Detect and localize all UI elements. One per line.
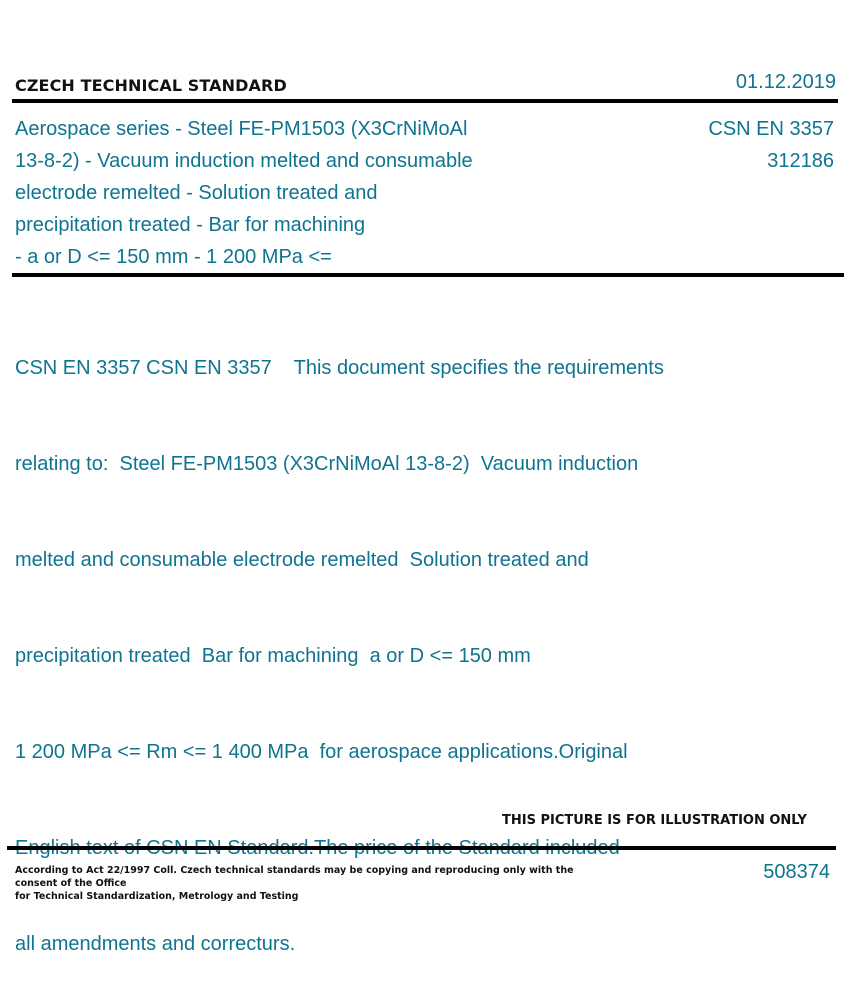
description-line: precipitation treated Bar for machining a or D <= 150 mm <box>15 645 531 667</box>
description-line: all amendments and correcturs. <box>15 933 296 955</box>
footer-divider <box>7 846 836 850</box>
standard-title <box>15 113 535 273</box>
description-line: 1 200 MPa <= Rm <= 1 400 MPa for aerospace applications.Original <box>15 741 628 763</box>
title-line: - a or D <= 150 mm - 1 200 MPa <= <box>15 246 332 268</box>
description-line: relating to: Steel FE-PM1503 (X3CrNiMoAl 13-8-2) Vacuum induction <box>15 453 639 475</box>
legal-notice-line: According to Act 22/1997 Coll. Czech technical standards may be copying and reproducing only with the consent of the Office <box>15 865 574 889</box>
document-id: 508374 <box>763 861 830 883</box>
legal-notice <box>15 864 595 903</box>
publication-date: 01.12.2019 <box>735 71 836 93</box>
description-line: melted and consumable electrode remelted Solution treated and <box>15 549 589 571</box>
title-line: Aerospace series - Steel FE-PM1503 (X3CrNiMoAl <box>15 118 468 140</box>
illustration-disclaimer: THIS PICTURE IS FOR ILLUSTRATION ONLY <box>502 813 807 828</box>
description-line: CSN EN 3357 CSN EN 3357 This document specifies the requirements <box>15 357 664 379</box>
title-line: precipitation treated - Bar for machining <box>15 214 366 236</box>
standard-codes <box>708 113 834 177</box>
legal-notice-line: for Technical Standardization, Metrology and Testing <box>15 891 299 902</box>
catalog-number: 312186 <box>767 150 834 172</box>
title-line: electrode remelted - Solution treated and <box>15 182 378 204</box>
standard-number: CSN EN 3357 <box>708 118 834 140</box>
title-line: 13-8-2) - Vacuum induction melted and consumable <box>15 150 473 172</box>
title-divider <box>12 273 844 277</box>
header-divider <box>12 99 838 103</box>
standard-type-label: CZECH TECHNICAL STANDARD <box>15 76 287 95</box>
